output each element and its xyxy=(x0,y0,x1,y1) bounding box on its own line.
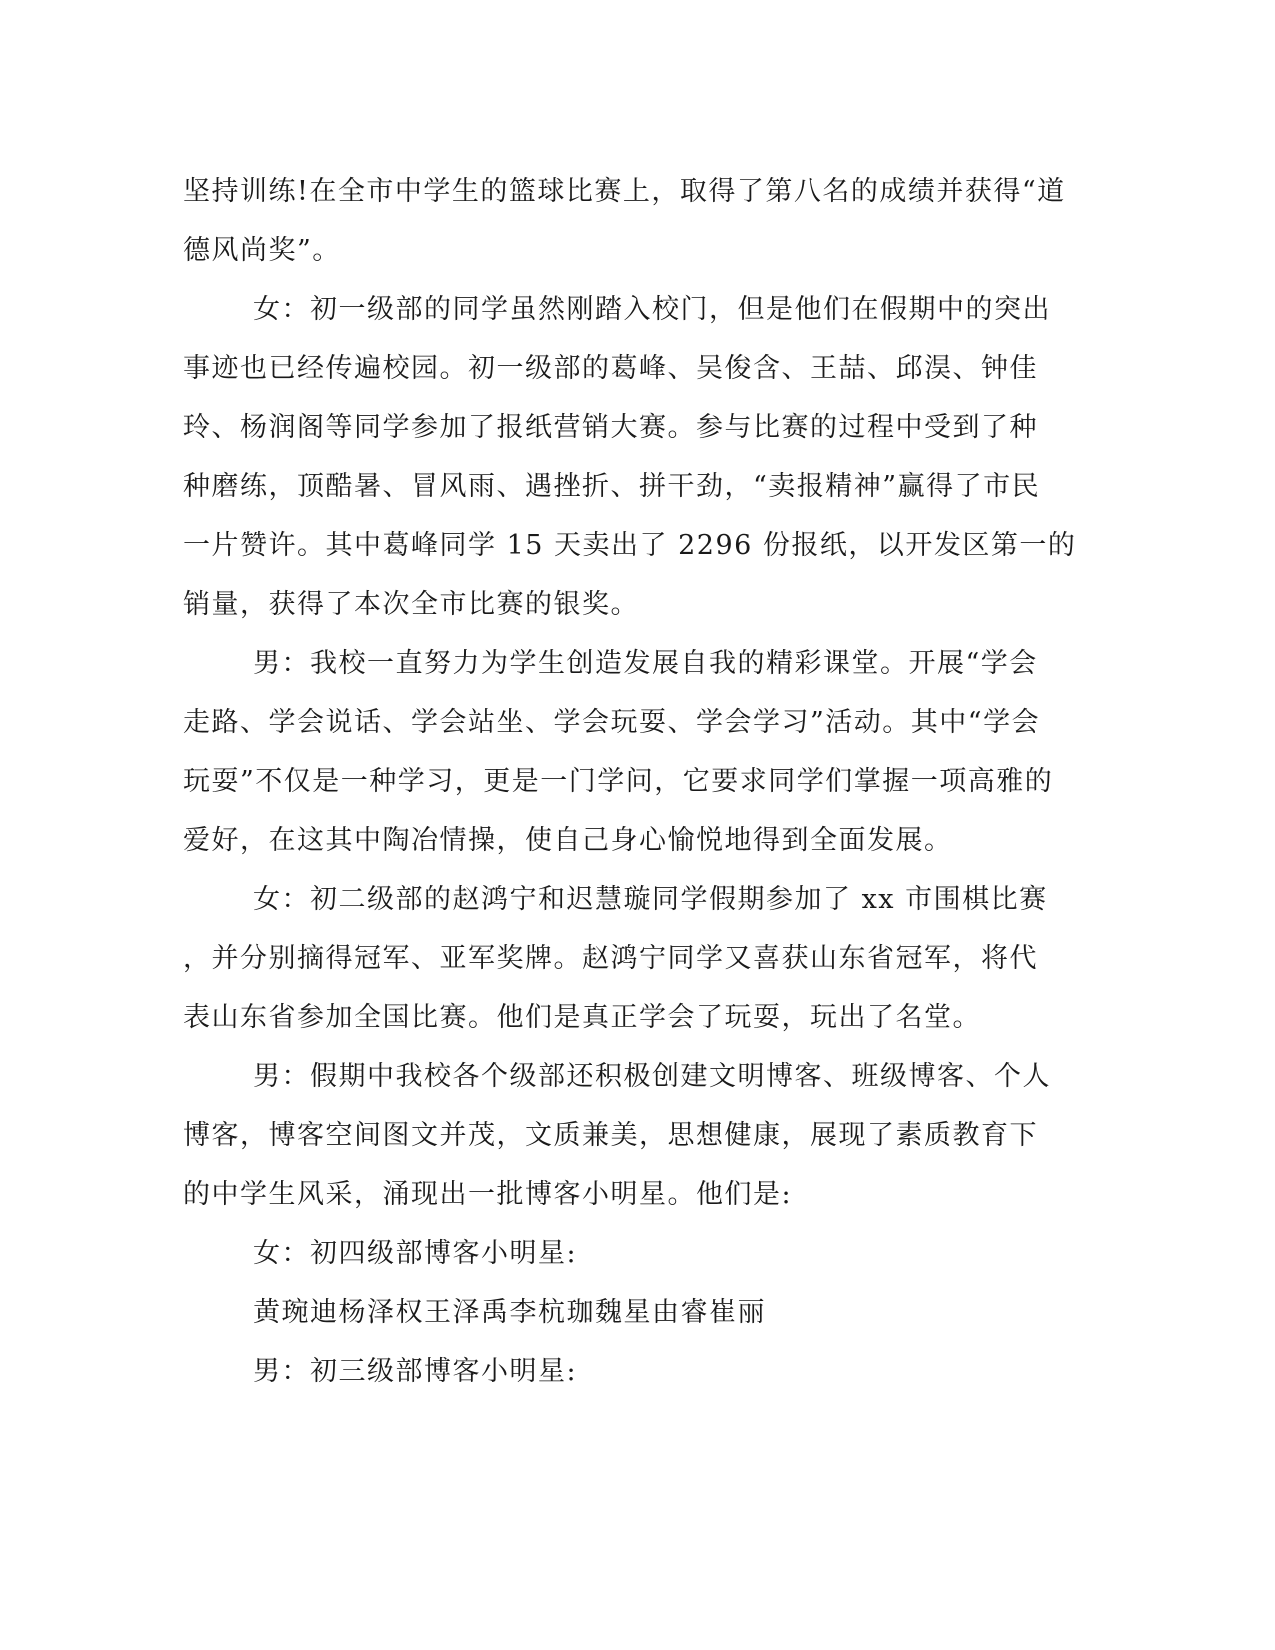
text-line: 玩耍”不仅是一种学习，更是一门学问，它要求同学们掌握一项高雅的 xyxy=(183,766,1054,797)
text-line: 玲、杨润阁等同学参加了报纸营销大赛。参与比赛的过程中受到了种 xyxy=(183,412,1038,443)
document-body xyxy=(183,162,1077,1401)
text-line: 事迹也已经传遍校园。初一级部的葛峰、吴俊含、王喆、邱淏、钟佳 xyxy=(183,353,1038,384)
text-line: 一片赞许。其中葛峰同学 15 天卖出了 2296 份报纸，以开发区第一的 xyxy=(183,530,1077,561)
text-line: 男：初三级部博客小明星: xyxy=(253,1356,578,1387)
text-line: 女：初一级部的同学虽然刚踏入校门，但是他们在假期中的突出 xyxy=(253,294,1051,325)
text-line: 女：初二级部的赵鸿宁和迟慧璇同学假期参加了 xx 市围棋比赛 xyxy=(253,884,1048,915)
text-line: 男：我校一直努力为学生创造发展自我的精彩课堂。开展“学会 xyxy=(253,648,1038,679)
text-line: 表山东省参加全国比赛。他们是真正学会了玩耍，玩出了名堂。 xyxy=(183,1002,981,1033)
text-line: 走路、学会说话、学会站坐、学会玩耍、学会学习”活动。其中“学会 xyxy=(183,707,1041,738)
text-line: 博客，博客空间图文并茂，文质兼美，思想健康，展现了素质教育下 xyxy=(183,1120,1038,1151)
text-line: 德风尚奖”。 xyxy=(183,235,341,266)
text-line: 爱好，在这其中陶冶情操，使自己身心愉悦地得到全面发展。 xyxy=(183,825,953,856)
text-line: 女：初四级部博客小明星: xyxy=(253,1238,578,1269)
text-line: 黄琬迪杨泽权王泽禹李杭珈魏星由睿崔丽 xyxy=(253,1297,766,1328)
text-line: 男：假期中我校各个级部还积极创建文明博客、班级博客、个人 xyxy=(253,1061,1051,1092)
text-line: ，并分别摘得冠军、亚军奖牌。赵鸿宁同学又喜获山东省冠军，将代 xyxy=(183,943,1038,974)
text-line: 的中学生风采，涌现出一批博客小明星。他们是: xyxy=(183,1179,793,1210)
text-line: 种磨练，顶酷暑、冒风雨、遇挫折、拼干劲，“卖报精神”赢得了市民 xyxy=(183,471,1041,502)
text-line: 坚持训练!在全市中学生的篮球比赛上，取得了第八名的成绩并获得“道 xyxy=(183,176,1066,207)
text-line: 销量，获得了本次全市比赛的银奖。 xyxy=(183,589,639,620)
